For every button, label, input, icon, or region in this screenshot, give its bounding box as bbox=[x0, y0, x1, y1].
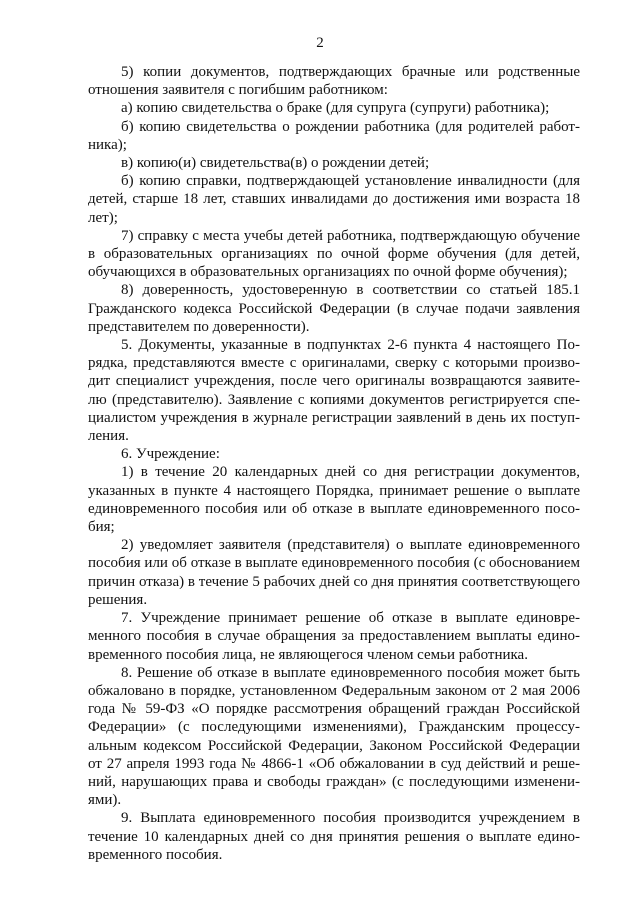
paragraph-5v-birth-certificates-children: в) копию(и) свидетельства(в) о рождении детей; bbox=[121, 155, 430, 172]
paragraph-7-study-certificate: 7) справку с места учебы детей работника, подтверждающую обучение в образовательных организациях по очной форме обучения (для детей, обучающихся в образовательных организациях по очной форме обучения); bbox=[88, 227, 580, 281]
paragraph-item-6-institution: 6. Учреждение: bbox=[121, 446, 220, 463]
paragraph-item-6-2-notification: 2) уведомляет заявителя (представителя) о выплате единовременного пособия или об отказе в выплате единовременного пособия (с обоснованием причин отказа) в течение 5 рабочих дней со дня принятия соответствующего решения. bbox=[88, 537, 580, 608]
document-body bbox=[88, 63, 580, 864]
paragraph-item-5-documents: 5. Документы, указанные в подпунктах 2-6 пункта 4 настоящего Порядка, представляются вместе с оригиналами, сверку с которыми производит специалист учреждения, после чего оригиналы возвращаются заявителю (представителю). Заявление с копиями документов регистрируется специалистом учреждения в журнале регистрации заявлений в день их поступления. bbox=[88, 337, 580, 445]
page-number: 2 bbox=[316, 35, 324, 51]
paragraph-5-copies-of-documents: 5) копии документов, подтверждающих брачные или родственные отношения заявителя с погибшим работником: bbox=[88, 64, 580, 99]
paragraph-5b-birth-certificate-worker: б) копию свидетельства о рождении работника (для родителей работника); bbox=[88, 118, 580, 153]
paragraph-item-9-payment: 9. Выплата единовременного пособия производится учреждением в течение 10 календарных дней со дня принятия решения о выплате единовременного пособия. bbox=[88, 810, 580, 863]
paragraph-item-7-refusal: 7. Учреждение принимает решение об отказе в выплате единовременного пособия в случае обращения за предоставлением выплаты единовременного пособия лица, не являющегося членом семьи работника. bbox=[88, 610, 580, 663]
paragraph-5a-marriage-certificate: а) копию свидетельства о браке (для супруга (супруги) работника); bbox=[121, 100, 550, 117]
paragraph-8-power-of-attorney: 8) доверенность, удостоверенную в соответствии со статьей 185.1 Гражданского кодекса Российской Федерации (в случае подачи заявления представителем по доверенности). bbox=[88, 282, 580, 335]
paragraph-disability-certificate: б) копию справки, подтверждающей установление инвалидности (для детей, старше 18 лет, ставших инвалидами до достижения ими возраста 18 лет); bbox=[88, 173, 580, 226]
paragraph-item-8-appeal: 8. Решение об отказе в выплате единовременного пособия может быть обжаловано в порядке, установленном Федеральным законом от 2 мая 2006 года № 59-ФЗ «О порядке рассмотрения обращений граждан Российской Федерации» (с последующими изменениями), Гражданским процессуальным кодексом Российской Федерации, Законом Российской Федерации от 27 апреля 1993 года № 4866-1 «Об обжаловании в суд действий и решений, нарушающих права и свободы граждан» (с последующими изменениями). bbox=[88, 664, 580, 809]
paragraph-item-6-1-decision: 1) в течение 20 календарных дней со дня регистрации документов, указанных в пункте 4 настоящего Порядка, принимает решение о выплате единовременного пособия или об отказе в выплате единовременного пособия; bbox=[88, 464, 580, 536]
